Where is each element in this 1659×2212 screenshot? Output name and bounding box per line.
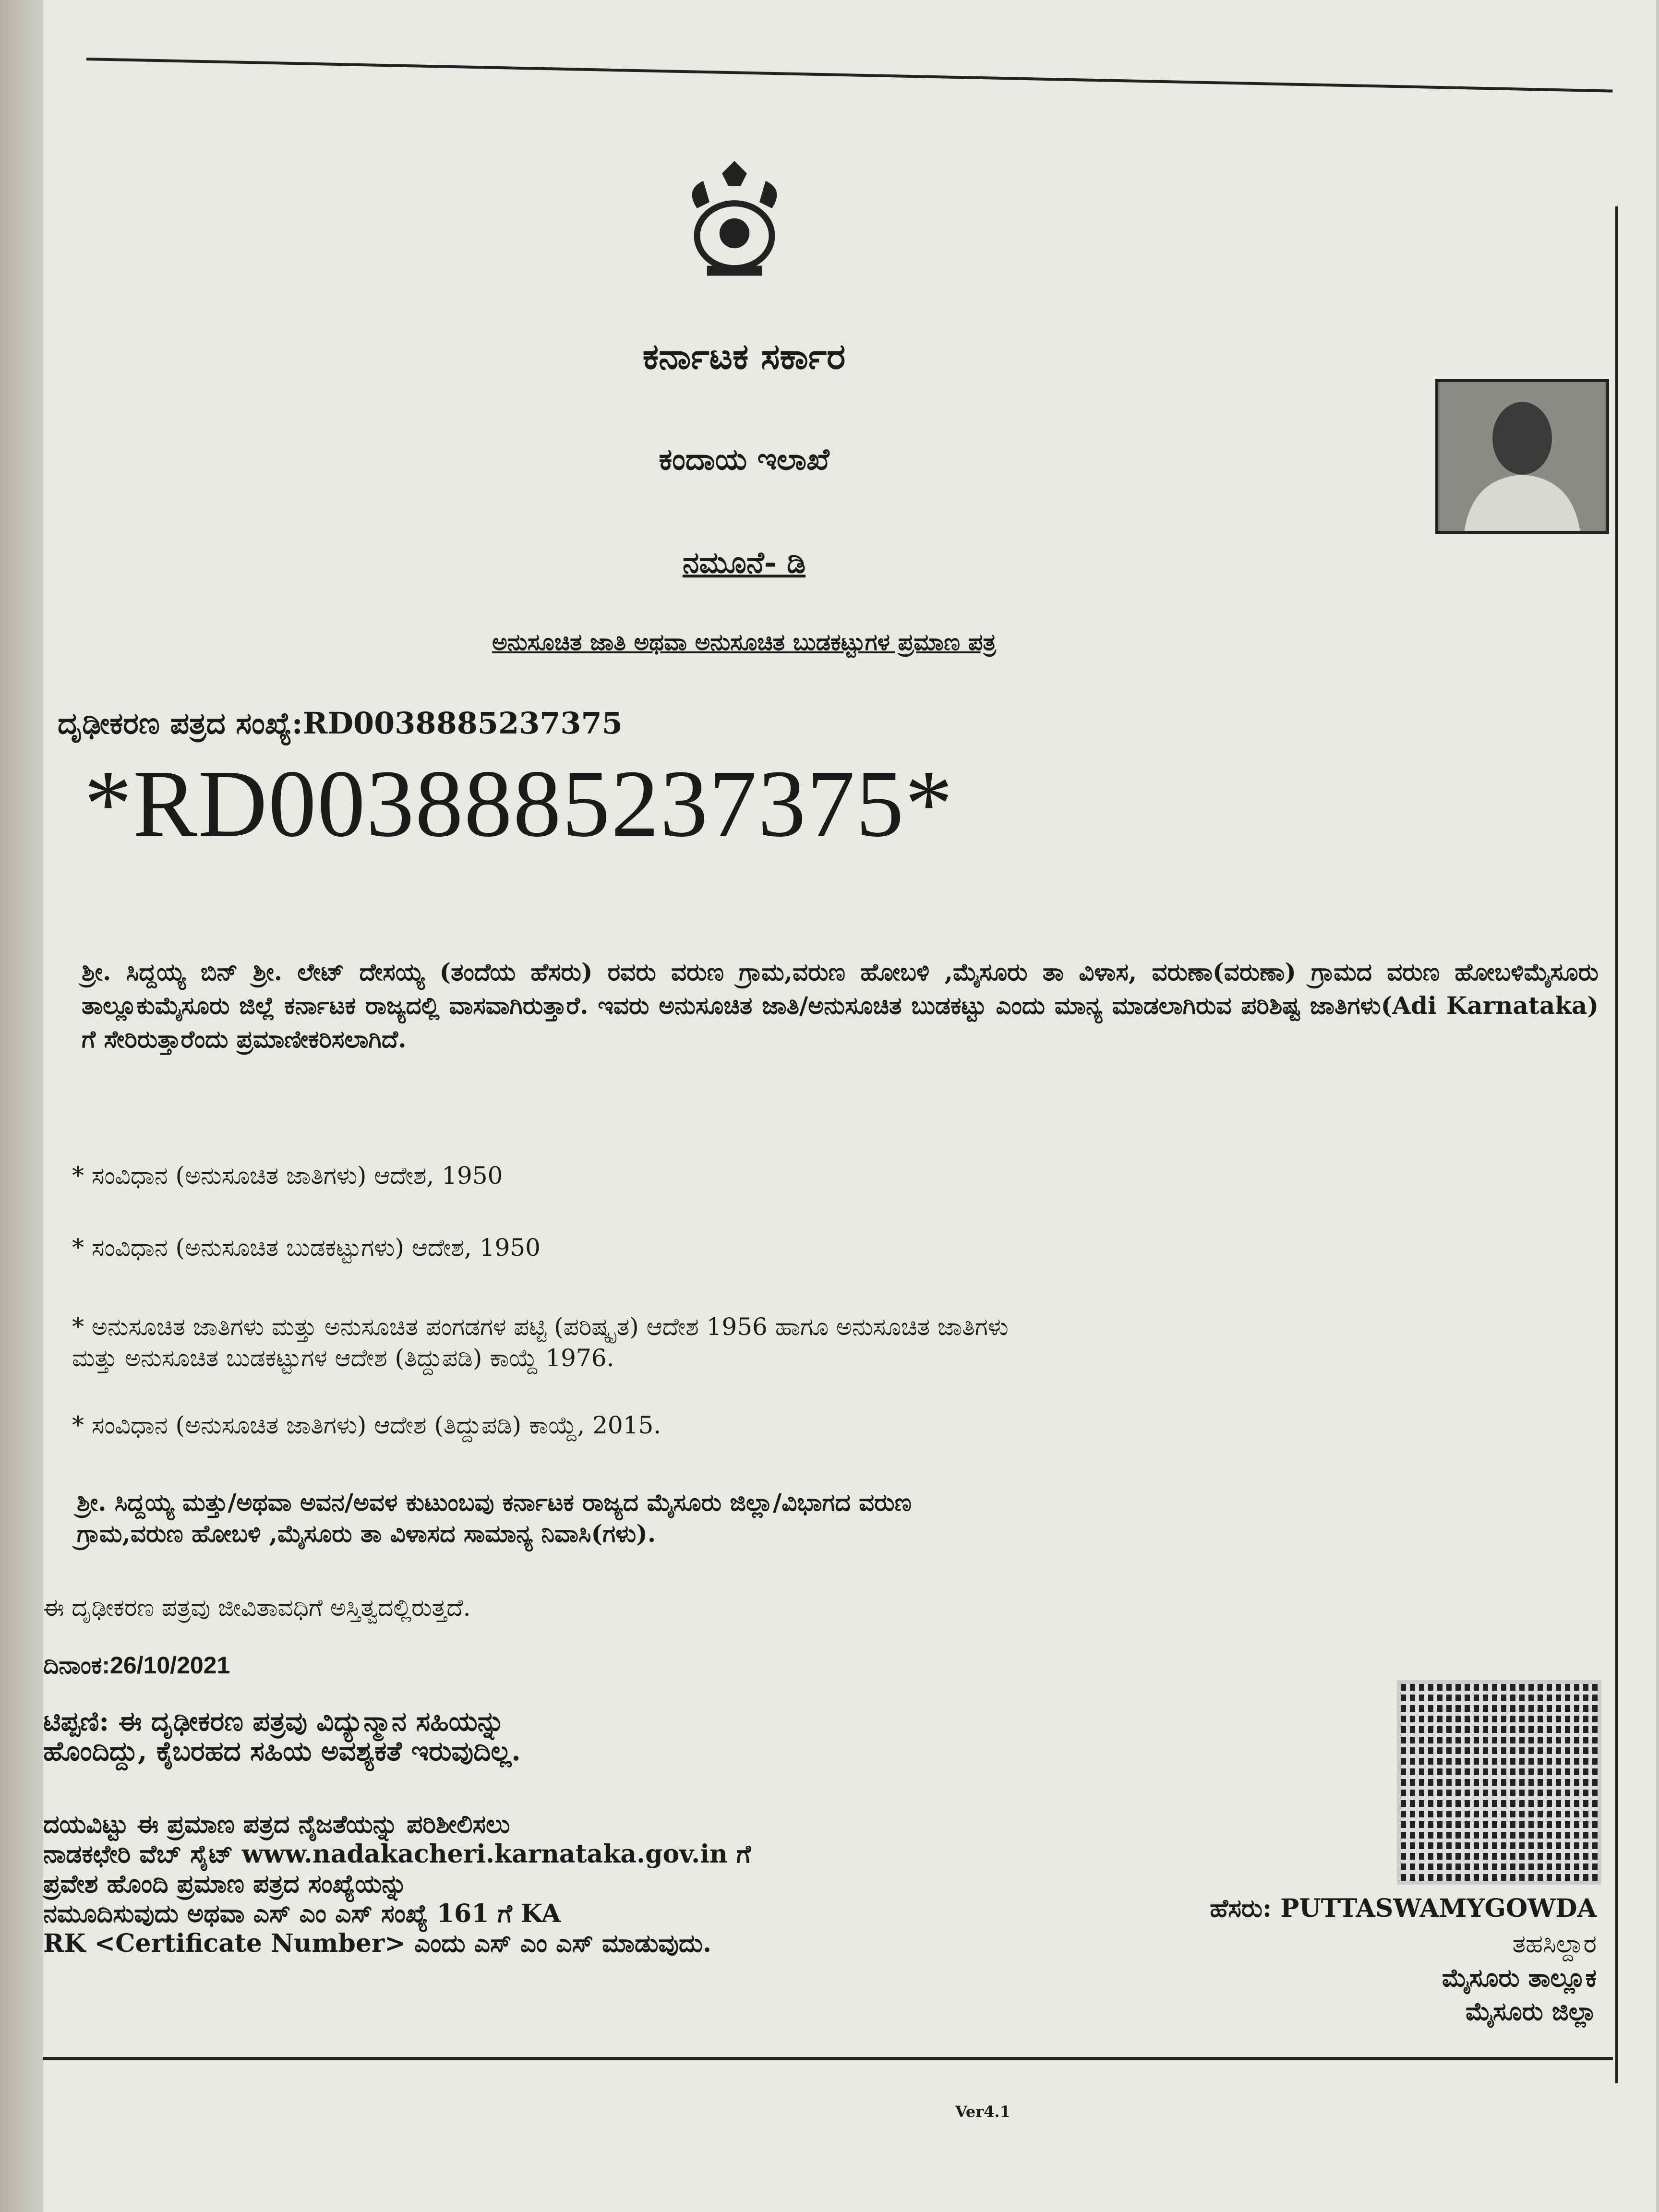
note-line: RK <Certificate Number> ಎಂದು ಎಸ್ ಎಂ ಎಸ್ ಮಾಡುವುದು. xyxy=(43,1929,712,1958)
signatory-district: ಮೈಸೂರು ಜಿಲ್ಲಾ xyxy=(1465,1997,1597,2026)
order-item: ಮತ್ತು ಅನುಸೂಚಿತ ಬುಡಕಟ್ಟುಗಳ ಆದೇಶ (ತಿದ್ದುಪಡಿ) ಕಾಯ್ದೆ 1976. xyxy=(72,1344,614,1372)
version-label: Ver4.1 xyxy=(955,2103,1010,2121)
state-emblem-icon xyxy=(667,158,802,283)
certification-paragraph: ಶ್ರೀ. ಸಿದ್ದಯ್ಯ ಬಿನ್ ಶ್ರೀ. ಲೇಟ್ ದೇಸಯ್ಯ (ತಂದೆಯ ಹೆಸರು) ರವರು ವರುಣ ಗ್ರಾಮ,ವರುಣ ಹೋಬಳಿ ,ಮೈಸೂರು ತಾ ವಿಳಾಸ, ವರುಣಾ(ವರುಣಾ) ಗ್ರಾಮದ ವರುಣ ಹೋಬಳಿಮೈಸೂರು ತಾಲ್ಲೂಕುಮೈಸೂರು ಜಿಲ್ಲೆ ಕರ್ನಾಟಕ ರಾಜ್ಯದಲ್ಲಿ ವಾಸವಾಗಿರುತ್ತಾರೆ. ಇವರು ಅನುಸೂಚಿತ ಜಾತಿ/ಅನುಸೂಚಿತ ಬುಡಕಟ್ಟು ಎಂದು ಮಾನ್ಯ ಮಾಡಲಾಗಿರುವ ಪರಿಶಿಷ್ಟ ಜಾತಿಗಳು(Adi Karnataka) ಗೆ ಸೇರಿರುತ್ತಾರೆಂದು ಪ್ರಮಾಣೀಕರಿಸಲಾಗಿದೆ. xyxy=(82,958,1599,1053)
certificate-title: ಅನುಸೂಚಿತ ಜಾತಿ ಅಥವಾ ಅನುಸೂಚಿತ ಬುಡಕಟ್ಟುಗಳ ಪ್ರಮಾಣ ಪತ್ರ xyxy=(492,629,996,656)
qr-code xyxy=(1397,1680,1601,1885)
note-line: ದಯವಿಟ್ಟು ಈ ಪ್ರಮಾಣ ಪತ್ರದ ನೈಜತೆಯನ್ನು ಪರಿಶೀಲಿಸಲು xyxy=(43,1810,510,1839)
residence-line: ಗ್ರಾಮ,ವರುಣ ಹೋಬಳಿ ,ಮೈಸೂರು ತಾ ವಿಳಾಸದ ಸಾಮಾನ್ಯ ನಿವಾಸಿ(ಗಳು). xyxy=(77,1519,656,1548)
applicant-photo xyxy=(1435,379,1609,534)
certificate-barcode-text: *RD0038885237375* xyxy=(84,751,954,857)
validity-statement: ಈ ದೃಢೀಕರಣ ಪತ್ರವು ಜೀವಿತಾವಧಿಗೆ ಅಸ್ತಿತ್ವದಲ್ಲಿರುತ್ತದೆ. xyxy=(43,1594,471,1622)
signatory-designation: ತಹಸಿಲ್ದಾರ xyxy=(1512,1930,1597,1959)
order-item: * ಸಂವಿಧಾನ (ಅನುಸೂಚಿತ ಜಾತಿಗಳು) ಆದೇಶ (ತಿದ್ದುಪಡಿ) ಕಾಯ್ದೆ, 2015. xyxy=(72,1411,661,1439)
signatory-taluk: ಮೈಸೂರು ತಾಲ್ಲೂಕ xyxy=(1442,1963,1597,1993)
issue-date: ದಿನಾಂಕ:26/10/2021 xyxy=(43,1652,230,1679)
signatory-name: ಹೆಸರು: PUTTASWAMYGOWDA xyxy=(1210,1894,1597,1923)
note-line: ಹೊಂದಿದ್ದು, ಕೈಬರಹದ ಸಹಿಯ ಅವಶ್ಯಕತೆ ಇರುವುದಿಲ್ಲ. xyxy=(43,1735,521,1767)
department-name: ಕಂದಾಯ ಇಲಾಖೆ xyxy=(659,442,830,477)
bottom-border xyxy=(43,2057,1613,2060)
order-item: * ಸಂವಿಧಾನ (ಅನುಸೂಚಿತ ಬುಡಕಟ್ಟುಗಳು) ಆದೇಶ, 1950 xyxy=(72,1234,541,1262)
residence-line: ಶ್ರೀ. ಸಿದ್ದಯ್ಯ ಮತ್ತು/ಅಥವಾ ಅವನ/ಅವಳ ಕುಟುಂಬವು ಕರ್ನಾಟಕ ರಾಜ್ಯದ ಮೈಸೂರು ಜಿಲ್ಲಾ/ವಿಭಾಗದ ವರುಣ xyxy=(77,1488,912,1516)
verification-note xyxy=(43,1810,751,1959)
note-line: ಟಿಪ್ಪಣಿ: ಈ ದೃಢೀಕರಣ ಪತ್ರವು ವಿದ್ಯುನ್ಮಾನ ಸಹಿಯನ್ನು xyxy=(43,1706,505,1737)
order-item: * ಸಂವಿಧಾನ (ಅನುಸೂಚಿತ ಜಾತಿಗಳು) ಆದೇಶ, 1950 xyxy=(72,1162,503,1190)
note-line: ನಾಡಕಛೇರಿ ವೆಬ್ ಸೈಟ್ www.nadakacheri.karnataka.gov.in ಗೆ xyxy=(43,1839,751,1869)
certificate-number-line: ದೃಢೀಕರಣ ಪತ್ರದ ಸಂಖ್ಯೆ:RD0038885237375 xyxy=(58,706,623,741)
government-name: ಕರ್ನಾಟಕ ಸರ್ಕಾರ xyxy=(642,336,846,377)
order-item: * ಅನುಸೂಚಿತ ಜಾತಿಗಳು ಮತ್ತು ಅನುಸೂಚಿತ ಪಂಗಡಗಳ ಪಟ್ಟಿ (ಪರಿಷ್ಕೃತ) ಆದೇಶ 1956 ಹಾಗೂ ಅನುಸೂಚಿತ ಜಾತಿಗಳು xyxy=(72,1313,1009,1341)
note-line: ಪ್ರವೇಶ ಹೊಂದಿ ಪ್ರಮಾಣ ಪತ್ರದ ಸಂಖ್ಯೆಯನ್ನು xyxy=(43,1869,407,1899)
right-border xyxy=(1615,206,1618,2083)
note-line: ನಮೂದಿಸುವುದು ಅಥವಾ ಎಸ್ ಎಂ ಎಸ್ ಸಂಖ್ಯೆ 161 ಗೆ KA xyxy=(43,1899,561,1928)
digital-sign-note xyxy=(43,1707,521,1766)
form-label: ನಮೂನೆ- ಡಿ xyxy=(682,545,806,580)
